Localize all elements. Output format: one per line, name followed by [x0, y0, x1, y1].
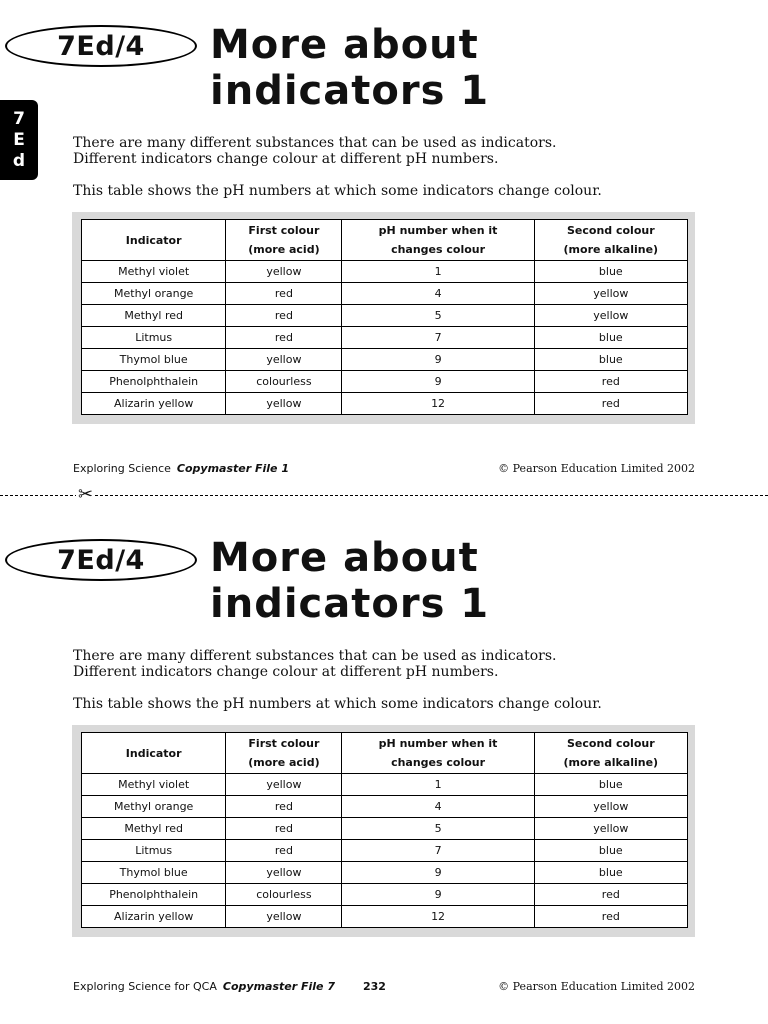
cell-indicator: Methyl violet	[82, 774, 226, 796]
title-line-2: indicators 1	[210, 581, 490, 627]
header-first-colour: First colour (more acid)	[226, 733, 342, 774]
footer-series: Exploring Science for QCA Copymaster File 7	[73, 980, 335, 993]
cell-second-colour: red	[534, 884, 687, 906]
cell-second-colour: blue	[534, 349, 687, 371]
table-row	[82, 818, 688, 840]
header-second-colour: Second colour (more alkaline)	[534, 733, 687, 774]
cell-second-colour: yellow	[534, 818, 687, 840]
intro-paragraph	[73, 135, 556, 167]
cell-first-colour: yellow	[226, 906, 342, 928]
cell-first-colour: yellow	[226, 862, 342, 884]
cell-first-colour: yellow	[226, 393, 342, 415]
unit-side-tab	[0, 100, 38, 180]
cell-ph: 1	[342, 774, 534, 796]
footer-copyright: © Pearson Education Limited 2002	[498, 462, 695, 475]
cell-indicator: Alizarin yellow	[82, 393, 226, 415]
cell-first-colour: colourless	[226, 884, 342, 906]
cell-indicator: Methyl orange	[82, 283, 226, 305]
cell-ph: 12	[342, 906, 534, 928]
cell-ph: 4	[342, 796, 534, 818]
intro-paragraph	[73, 648, 556, 680]
header-ph-number: pH number when it changes colour	[342, 733, 534, 774]
header-first-colour: First colour (more acid)	[226, 220, 342, 261]
table-header-row	[82, 733, 688, 774]
cell-second-colour: yellow	[534, 283, 687, 305]
cell-first-colour: red	[226, 840, 342, 862]
cell-second-colour: blue	[534, 261, 687, 283]
cell-indicator: Litmus	[82, 840, 226, 862]
title-line-1: More about	[210, 22, 479, 68]
table-row	[82, 393, 688, 415]
cell-ph: 12	[342, 393, 534, 415]
cell-indicator: Phenolphthalein	[82, 371, 226, 393]
header-second-colour: Second colour (more alkaline)	[534, 220, 687, 261]
table-row	[82, 796, 688, 818]
table-row	[82, 906, 688, 928]
cell-first-colour: red	[226, 818, 342, 840]
cell-ph: 9	[342, 884, 534, 906]
table-row	[82, 862, 688, 884]
cell-ph: 5	[342, 818, 534, 840]
table-row	[82, 283, 688, 305]
cell-second-colour: red	[534, 906, 687, 928]
title-line-2: indicators 1	[210, 68, 490, 114]
cell-first-colour: colourless	[226, 371, 342, 393]
worksheet-title	[210, 535, 489, 627]
table-row	[82, 327, 688, 349]
table-row	[82, 349, 688, 371]
cell-second-colour: red	[534, 393, 687, 415]
cell-second-colour: blue	[534, 327, 687, 349]
cell-second-colour: blue	[534, 840, 687, 862]
cell-ph: 1	[342, 261, 534, 283]
cell-second-colour: blue	[534, 862, 687, 884]
table-lead-sentence: This table shows the pH numbers at which some indicators change colour.	[73, 183, 602, 199]
cell-indicator: Phenolphthalein	[82, 884, 226, 906]
cell-first-colour: yellow	[226, 261, 342, 283]
cell-ph: 7	[342, 840, 534, 862]
cell-ph: 4	[342, 283, 534, 305]
cell-indicator: Litmus	[82, 327, 226, 349]
indicator-table-frame	[72, 212, 695, 424]
cell-second-colour: red	[534, 371, 687, 393]
cell-indicator: Methyl red	[82, 818, 226, 840]
footer-copymaster: Copymaster File 1	[176, 462, 289, 475]
cell-first-colour: yellow	[226, 774, 342, 796]
table-row	[82, 884, 688, 906]
cell-ph: 9	[342, 371, 534, 393]
cell-indicator: Methyl orange	[82, 796, 226, 818]
footer-series: Exploring Science Copymaster File 1	[73, 462, 289, 475]
side-tab-char: E	[13, 129, 25, 150]
cell-indicator: Thymol blue	[82, 862, 226, 884]
intro-line-2: Different indicators change colour at different pH numbers.	[73, 151, 499, 167]
worksheet-title	[210, 22, 489, 114]
worksheet-code-badge: 7Ed/4	[5, 539, 197, 581]
cell-ph: 9	[342, 349, 534, 371]
footer-copymaster: Copymaster File 7	[222, 980, 335, 993]
intro-line-1: There are many different substances that can be used as indicators.	[73, 135, 557, 151]
table-lead-sentence: This table shows the pH numbers at which some indicators change colour.	[73, 696, 602, 712]
cell-first-colour: red	[226, 327, 342, 349]
footer-copyright: © Pearson Education Limited 2002	[498, 980, 695, 993]
table-row	[82, 305, 688, 327]
indicator-table-frame	[72, 725, 695, 937]
cell-second-colour: blue	[534, 774, 687, 796]
table-row	[82, 774, 688, 796]
cell-indicator: Methyl violet	[82, 261, 226, 283]
table-row	[82, 840, 688, 862]
scissors-icon: ✂	[78, 484, 94, 505]
intro-line-1: There are many different substances that can be used as indicators.	[73, 648, 557, 664]
page-number: 232	[363, 980, 386, 993]
cell-second-colour: yellow	[534, 796, 687, 818]
cell-first-colour: yellow	[226, 349, 342, 371]
header-indicator: Indicator	[82, 733, 226, 774]
cell-first-colour: red	[226, 283, 342, 305]
worksheet-code-badge: 7Ed/4	[5, 25, 197, 67]
header-ph-number: pH number when it changes colour	[342, 220, 534, 261]
side-tab-char: d	[12, 150, 26, 171]
cell-indicator: Methyl red	[82, 305, 226, 327]
table-header-row	[82, 220, 688, 261]
cell-first-colour: red	[226, 796, 342, 818]
indicator-table	[81, 732, 688, 928]
cell-indicator: Alizarin yellow	[82, 906, 226, 928]
cell-second-colour: yellow	[534, 305, 687, 327]
worksheet-bottom	[0, 512, 768, 1024]
intro-line-2: Different indicators change colour at different pH numbers.	[73, 664, 499, 680]
cell-ph: 5	[342, 305, 534, 327]
side-tab-char: 7	[13, 108, 25, 129]
cell-ph: 7	[342, 327, 534, 349]
cell-ph: 9	[342, 862, 534, 884]
indicator-table	[81, 219, 688, 415]
cell-indicator: Thymol blue	[82, 349, 226, 371]
table-row	[82, 371, 688, 393]
cell-first-colour: red	[226, 305, 342, 327]
cut-line	[0, 495, 768, 496]
table-row	[82, 261, 688, 283]
header-indicator: Indicator	[82, 220, 226, 261]
title-line-1: More about	[210, 535, 479, 581]
